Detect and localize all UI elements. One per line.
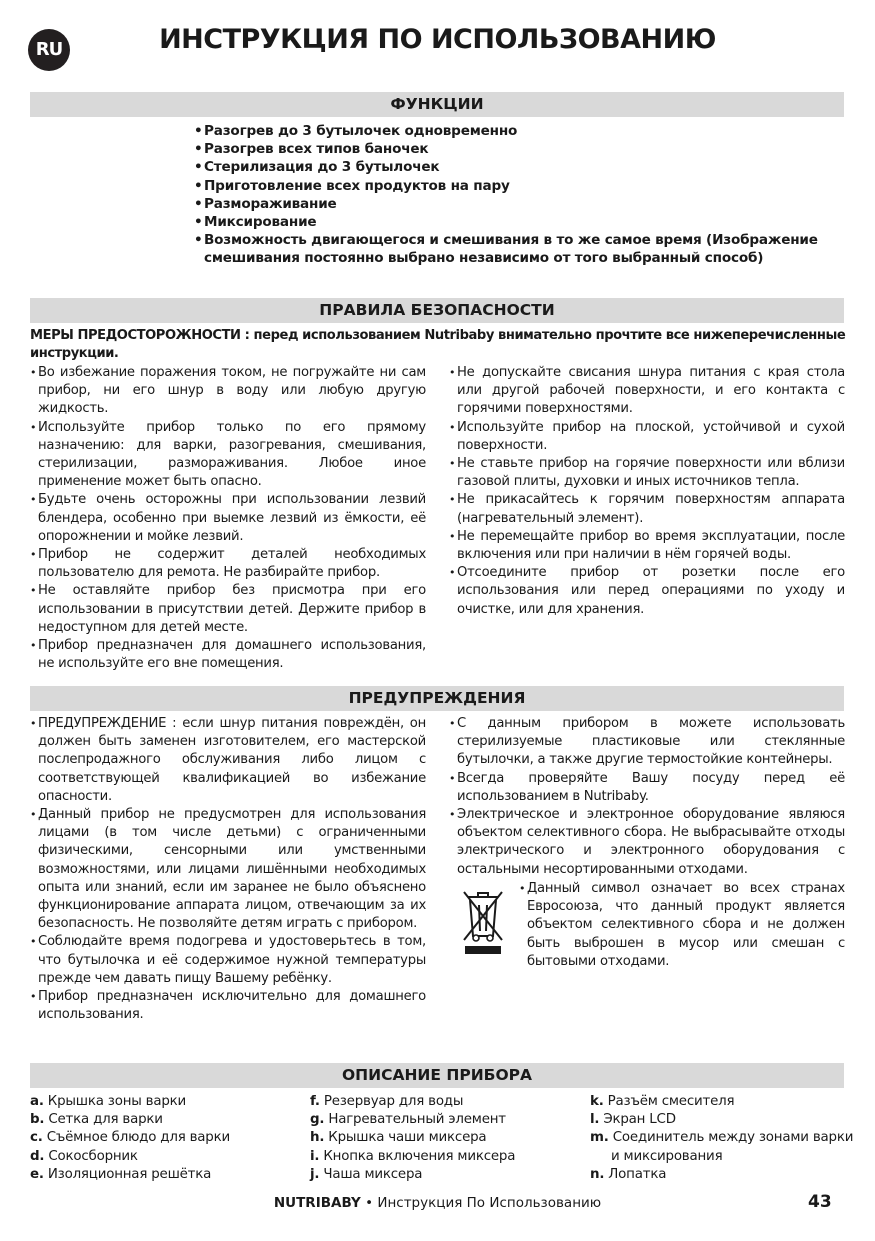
list-item: • Размораживание xyxy=(194,195,824,213)
list-item: g. Нагревательный элемент xyxy=(310,1112,506,1128)
list-item: • Возможность двигающегося и смешивания в то же самое время (Изображение смешивания постоянно выбрано независимо от того выбранный способ) xyxy=(194,231,824,267)
safety-intro: МЕРЫ ПРЕДОСТОРОЖНОСТИ : перед использованием Nutribaby внимательно прочтите все нижеперечисленные инструкции. xyxy=(30,328,846,362)
list-item: и миксирования xyxy=(611,1148,723,1164)
footer xyxy=(0,1195,875,1211)
list-item: • Приготовление всех продуктов на пару xyxy=(194,177,824,195)
list-item: h. Крышка чаши миксера xyxy=(310,1130,487,1146)
parts-list-col3 xyxy=(590,1093,853,1184)
footer-text: Инструкция По Использованию xyxy=(377,1195,602,1211)
list-item: d. Сокосборник xyxy=(30,1148,138,1164)
list-item: b. Сетка для варки xyxy=(30,1112,163,1128)
safety-left-list xyxy=(30,364,426,673)
list-item: • Во избежание поражения током, не погружайте ни сам прибор, ни его шнур в воду или любую другую жидкость. xyxy=(30,364,426,419)
warnings-left-list xyxy=(30,715,426,1024)
list-item: • Стерилизация до 3 бутылочек xyxy=(194,158,824,176)
warnings-right-list xyxy=(449,715,845,879)
list-item: • Данный прибор не предусмотрен для использования лицами (в том числе детьми) с ограниченными физическими, сенсорными или умственными возможностями, или лицами лишёнными необходимых опыта или знаний, если им заранее не было объяснено функционирование аппарата лицом, отвечающим за их безопасность. Не позволяйте детям играть с прибором. xyxy=(30,806,426,933)
list-item: c. Съёмное блюдо для варки xyxy=(30,1130,230,1146)
list-item: • Не перемещайте прибор во время эксплуатации, после включения или при наличии в нём горячей воды. xyxy=(449,528,845,564)
parts-list-col2 xyxy=(310,1093,515,1184)
list-item: • Не ставьте прибор на горячие поверхности или вблизи газовой плиты, духовки и иных источников тепла. xyxy=(449,455,845,491)
list-item: a. Крышка зоны варки xyxy=(30,1094,187,1109)
list-item: k. Разъём смесителя xyxy=(590,1094,735,1109)
list-item: • Прибор не содержит деталей необходимых пользователю для ремота. Не разбирайте прибор. xyxy=(30,546,426,582)
warnings-heading: ПРЕДУПРЕЖДЕНИЯ xyxy=(30,686,844,711)
language-badge: RU xyxy=(28,29,70,71)
list-item: • Всегда проверяйте Вашу посуду перед её использованием в Nutribaby. xyxy=(449,770,845,806)
footer-separator: • xyxy=(365,1195,374,1211)
list-item: • Не прикасайтесь к горячим поверхностям аппарата (нагревательный элемент). xyxy=(449,491,845,527)
list-item: • Прибор предназначен для домашнего использования, не используйте его вне помещения. xyxy=(30,637,426,673)
page-number: 43 xyxy=(808,1192,832,1212)
list-item: • Разогрев до 3 бутылочек одновременно xyxy=(194,122,824,140)
list-item: f. Резервуар для воды xyxy=(310,1094,464,1109)
functions-list xyxy=(194,122,824,268)
list-item: n. Лопатка xyxy=(590,1166,667,1182)
description-heading: ОПИСАНИЕ ПРИБОРА xyxy=(30,1063,844,1088)
list-item: • Прибор предназначен исключительно для домашнего использования. xyxy=(30,988,426,1024)
list-item: • Не допускайте свисания шнура питания с края стола или другой рабочей поверхности, и его контакта с горячими поверхностями. xyxy=(449,364,845,419)
footer-brand: NUTRIBABY xyxy=(273,1195,361,1211)
parts-list-col1 xyxy=(30,1093,230,1184)
functions-heading: ФУНКЦИИ xyxy=(30,92,844,117)
safety-heading: ПРАВИЛА БЕЗОПАСНОСТИ xyxy=(30,298,844,323)
list-item: • Миксирование xyxy=(194,213,824,231)
list-item: • Отсоедините прибор от розетки после его использования или перед операциями по уходу и очистке, или для хранения. xyxy=(449,564,845,619)
list-item: • Разогрев всех типов баночек xyxy=(194,140,824,158)
crossed-bin-icon xyxy=(459,884,507,956)
weee-text: • Данный символ означает во всех странах Евросоюза, что данный продукт является объектом селективного сбора и не должен быть выброшен в мусор или смешан с бытовыми отходами. xyxy=(519,880,845,971)
list-item: • ПРЕДУПРЕЖДЕНИЕ : если шнур питания повреждён, он должен быть заменен изготовителем, его мастерской послепродажного обслуживания либо лицом с соответствующей квалификацией во избежание опасности. xyxy=(30,715,426,806)
list-item: • Используйте прибор на плоской, устойчивой и сухой поверхности. xyxy=(449,419,845,455)
list-item: j. Чаша миксера xyxy=(310,1166,423,1182)
list-item: • Электрическое и электронное оборудование являюся объектом селективного сбора. Не выбрасывайте отходы электрического и электронного оборудования с остальными несортированными отходами. xyxy=(449,806,845,879)
list-item: e. Изоляционная решётка xyxy=(30,1166,212,1182)
list-item: i. Кнопка включения миксера xyxy=(310,1148,516,1164)
list-item: m. Соединитель между зонами варки xyxy=(590,1130,854,1146)
page-title: ИНСТРУКЦИЯ ПО ИСПОЛЬЗОВАНИЮ xyxy=(159,24,716,55)
list-item: • С данным прибором в можете использовать стерилизуемые пластиковые или стеклянные бутылочки, а также другие термостойкие контейнеры. xyxy=(449,715,845,770)
list-item: l. Экран LCD xyxy=(590,1112,676,1128)
list-item: • Соблюдайте время подогрева и удостоверьтесь в том, что бутылочка и её содержимое нужной температуры прежде чем давать пищу Вашему ребёнку. xyxy=(30,933,426,988)
list-item: • Не оставляйте прибор без присмотра при его использовании в присутствии детей. Держите прибор в недоступном для детей месте. xyxy=(30,582,426,637)
list-item: • Используйте прибор только по его прямому назначению: для варки, разогревания, смешивания, стерилизации, размораживания. Любое иное применение может быть опасно. xyxy=(30,419,426,492)
safety-right-list xyxy=(449,364,845,619)
list-item: • Будьте очень осторожны при использовании лезвий блендера, особенно при выемке лезвий из ёмкости, её опорожнении и мойке лезвий. xyxy=(30,491,426,546)
